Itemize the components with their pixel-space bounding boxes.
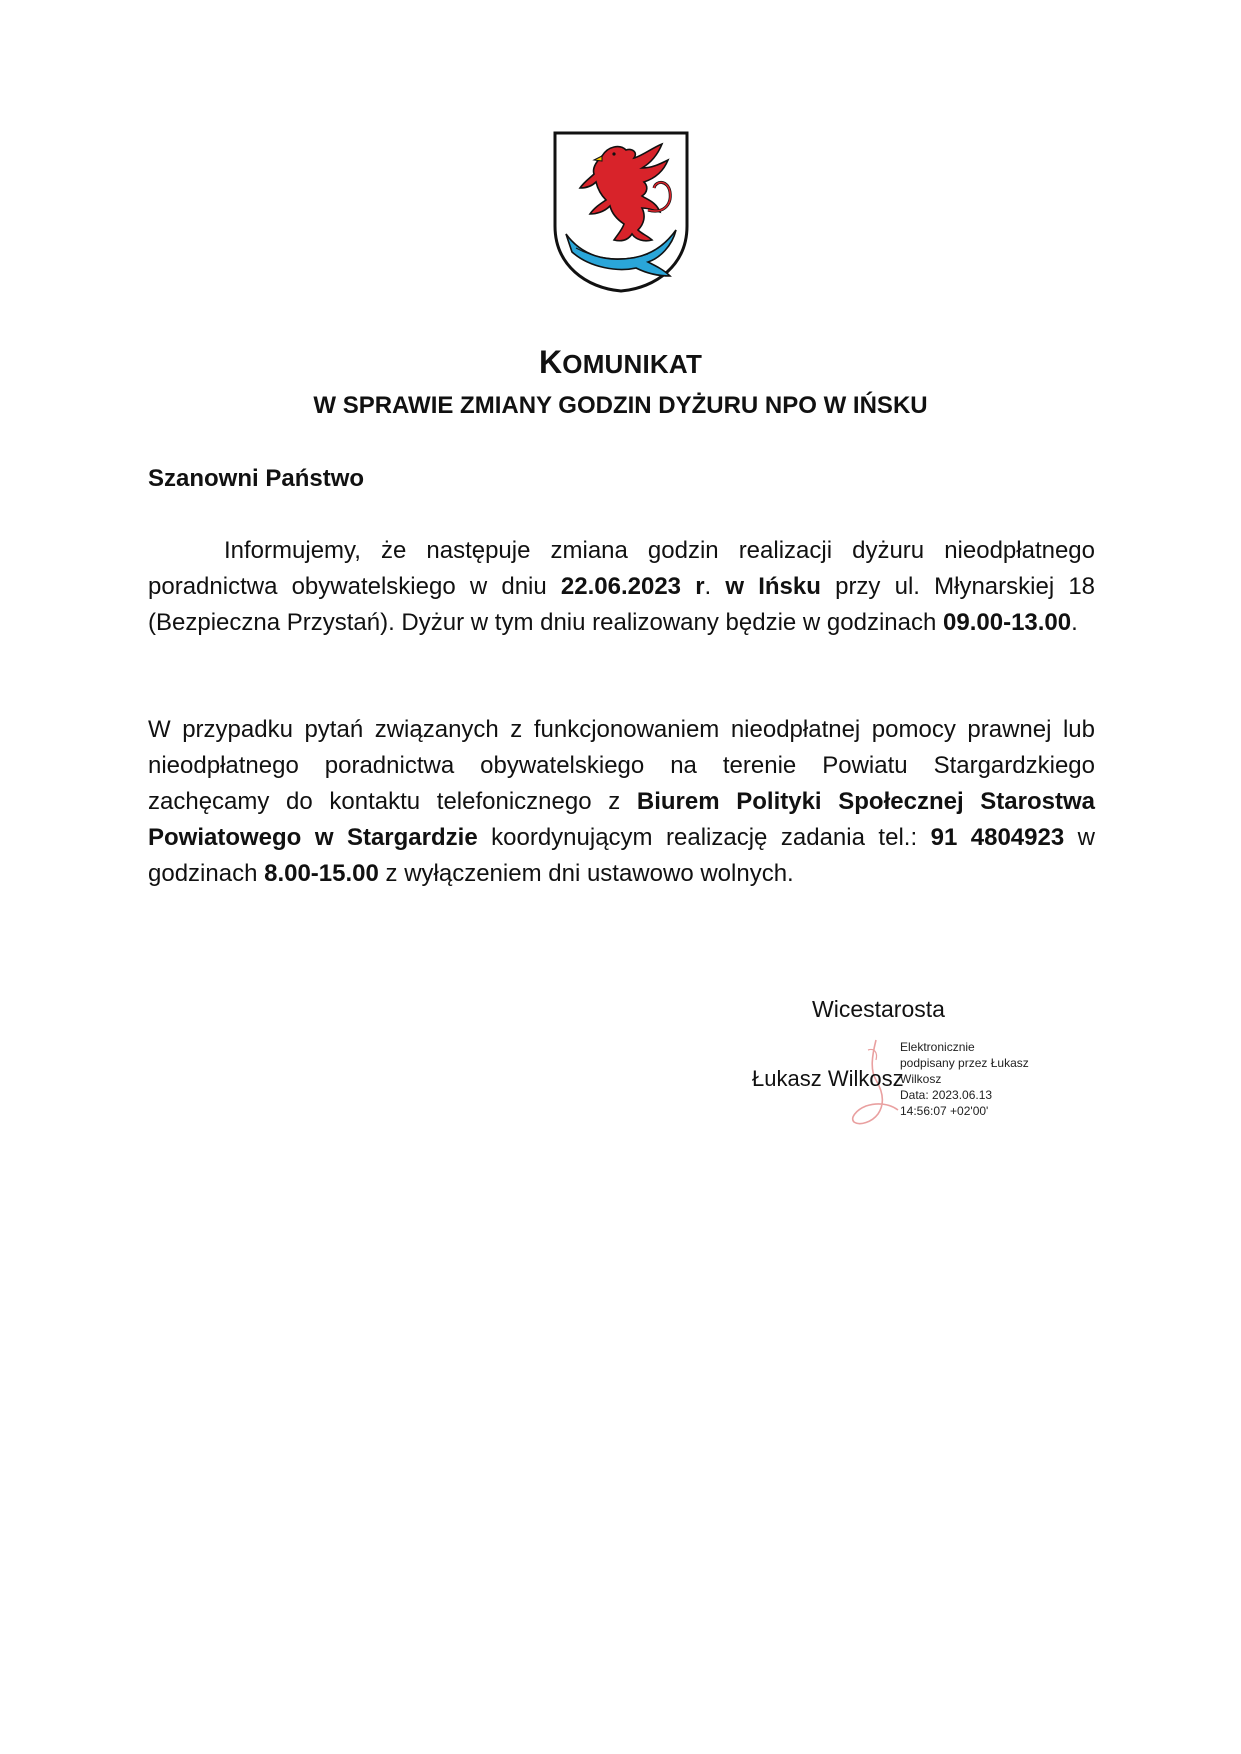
- signatory-role: Wicestarosta: [812, 996, 945, 1022]
- office-hours-highlight: 8.00-15.00: [264, 860, 379, 887]
- para1-text-4: .: [1071, 609, 1078, 636]
- sig-info-line: Data: 2023.06.13: [900, 1088, 993, 1102]
- signatory-name: Łukasz Wilkosz: [752, 1066, 904, 1091]
- para2-text-3: w godzinach: [148, 824, 1096, 887]
- office-highlight: Biurem Polityki Społecznej Starostwa Powiatowego w Stargardzie: [148, 788, 1095, 851]
- para1-text-1: Informujemy, że następuje zmiana godzin realizacji dyżuru nieodpłatnego poradnictwa obywatelskiego w dniu: [148, 537, 1095, 600]
- paragraph-schedule-change: [148, 533, 1095, 641]
- para2-text-4: z wyłączeniem dni ustawowo wolnych.: [378, 860, 794, 887]
- title-rest: OMUNIKAT: [562, 349, 703, 379]
- paragraph-contact: [148, 712, 1095, 892]
- para1-text-2: .: [704, 573, 726, 600]
- sig-info-line: podpisany przez Łukasz: [900, 1056, 1029, 1070]
- sig-info-line: Elektronicznie: [900, 1040, 975, 1054]
- sig-info-line: 14:56:07 +02'00': [900, 1104, 989, 1118]
- title-initial: K: [538, 344, 563, 380]
- para2-text-2: koordynującym realizację zadania tel.:: [477, 824, 931, 851]
- phone-highlight: 91 4804923: [930, 824, 1065, 851]
- digital-signature-info: [900, 1039, 1029, 1119]
- coat-of-arms-griffin-icon: [552, 130, 690, 294]
- para2-text-1: W przypadku pytań związanych z funkcjonowaniem nieodpłatnej pomocy prawnej lub nieodpłatnego poradnictwa obywatelskiego na terenie Powiatu Stargardzkiego zachęcamy do kontaktu telefonicznego z: [148, 716, 1095, 815]
- date-highlight: 22.06.2023 r: [560, 573, 705, 600]
- document-subtitle: W SPRAWIE ZMIANY GODZIN DYŻURU NPO W IŃSKU: [313, 392, 928, 419]
- document-title: [0, 344, 1241, 381]
- para1-text-3: przy ul. Młynarskiej 18 (Bezpieczna Przystań). Dyżur w tym dniu realizowany będzie w godzinach: [148, 573, 1096, 636]
- hours-highlight: 09.00-13.00: [943, 609, 1072, 636]
- location-highlight: w Ińsku: [725, 573, 821, 600]
- sig-info-line: Wilkosz: [900, 1072, 942, 1086]
- salutation: Szanowni Państwo: [148, 465, 365, 492]
